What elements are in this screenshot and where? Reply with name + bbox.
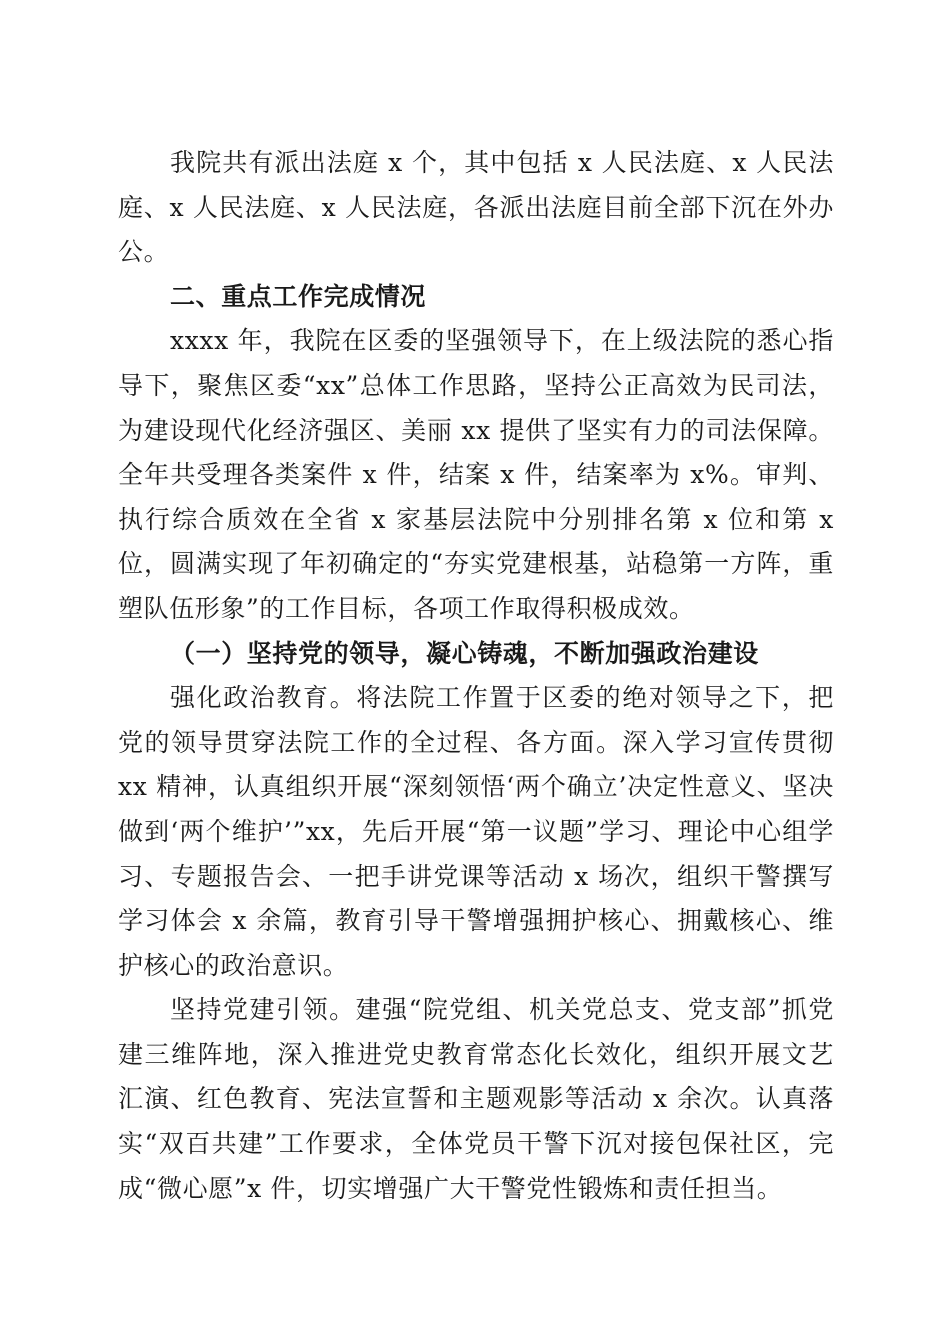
paragraph-political-education: 强化政治教育。将法院工作置于区委的绝对领导之下，把党的领导贯穿法院工作的全过程、各方面。深入学习宣传贯彻 xx 精神，认真组织开展“深刻领悟‘两个确立’决定性意义、坚决做到‘两个维护’”xx，先后开展“第一议题”学习、理论中心组学习、专题报告会、一把手讲党课等活动 x 场次，组织干警撰写学习体会 x 余篇，教育引导干警增强拥护核心、拥戴核心、维护核心的政治意识。 xyxy=(118,683,834,980)
document-body xyxy=(118,141,834,1211)
subsection-heading-party-leadership: （一）坚持党的领导，凝心铸魂，不断加强政治建设 xyxy=(170,638,759,668)
paragraph-court-branches: 我院共有派出法庭 x 个，其中包括 x 人民法庭、x 人民法庭、x 人民法庭、x 人民法庭，各派出法庭目前全部下沉在外办公。 xyxy=(118,148,834,267)
paragraph-party-building: 坚持党建引领。建强“院党组、机关党总支、党支部”抓党建三维阵地，深入推进党史教育常态化长效化，组织开展文艺汇演、红色教育、宪法宣誓和主题观影等活动 x 余次。认真落实“双百共建”工作要求，全体党员干警下沉对接包保社区，完成“微心愿”x 件，切实增强广大干警党性锻炼和责任担当。 xyxy=(118,995,834,1203)
paragraph-annual-summary: xxxx 年，我院在区委的坚强领导下，在上级法院的悉心指导下，聚焦区委“xx”总体工作思路，坚持公正高效为民司法，为建设现代化经济强区、美丽 xx 提供了坚实有力的司法保障。全年共受理各类案件 x 件，结案 x 件，结案率为 x%。审判、执行综合质效在全省 x 家基层法院中分别排名第 x 位和第 x 位，圆满实现了年初确定的“夯实党建根基，站稳第一方阵，重塑队伍形象”的工作目标，各项工作取得积极成效。 xyxy=(118,326,834,623)
section-heading-key-work: 二、重点工作完成情况 xyxy=(170,281,427,311)
